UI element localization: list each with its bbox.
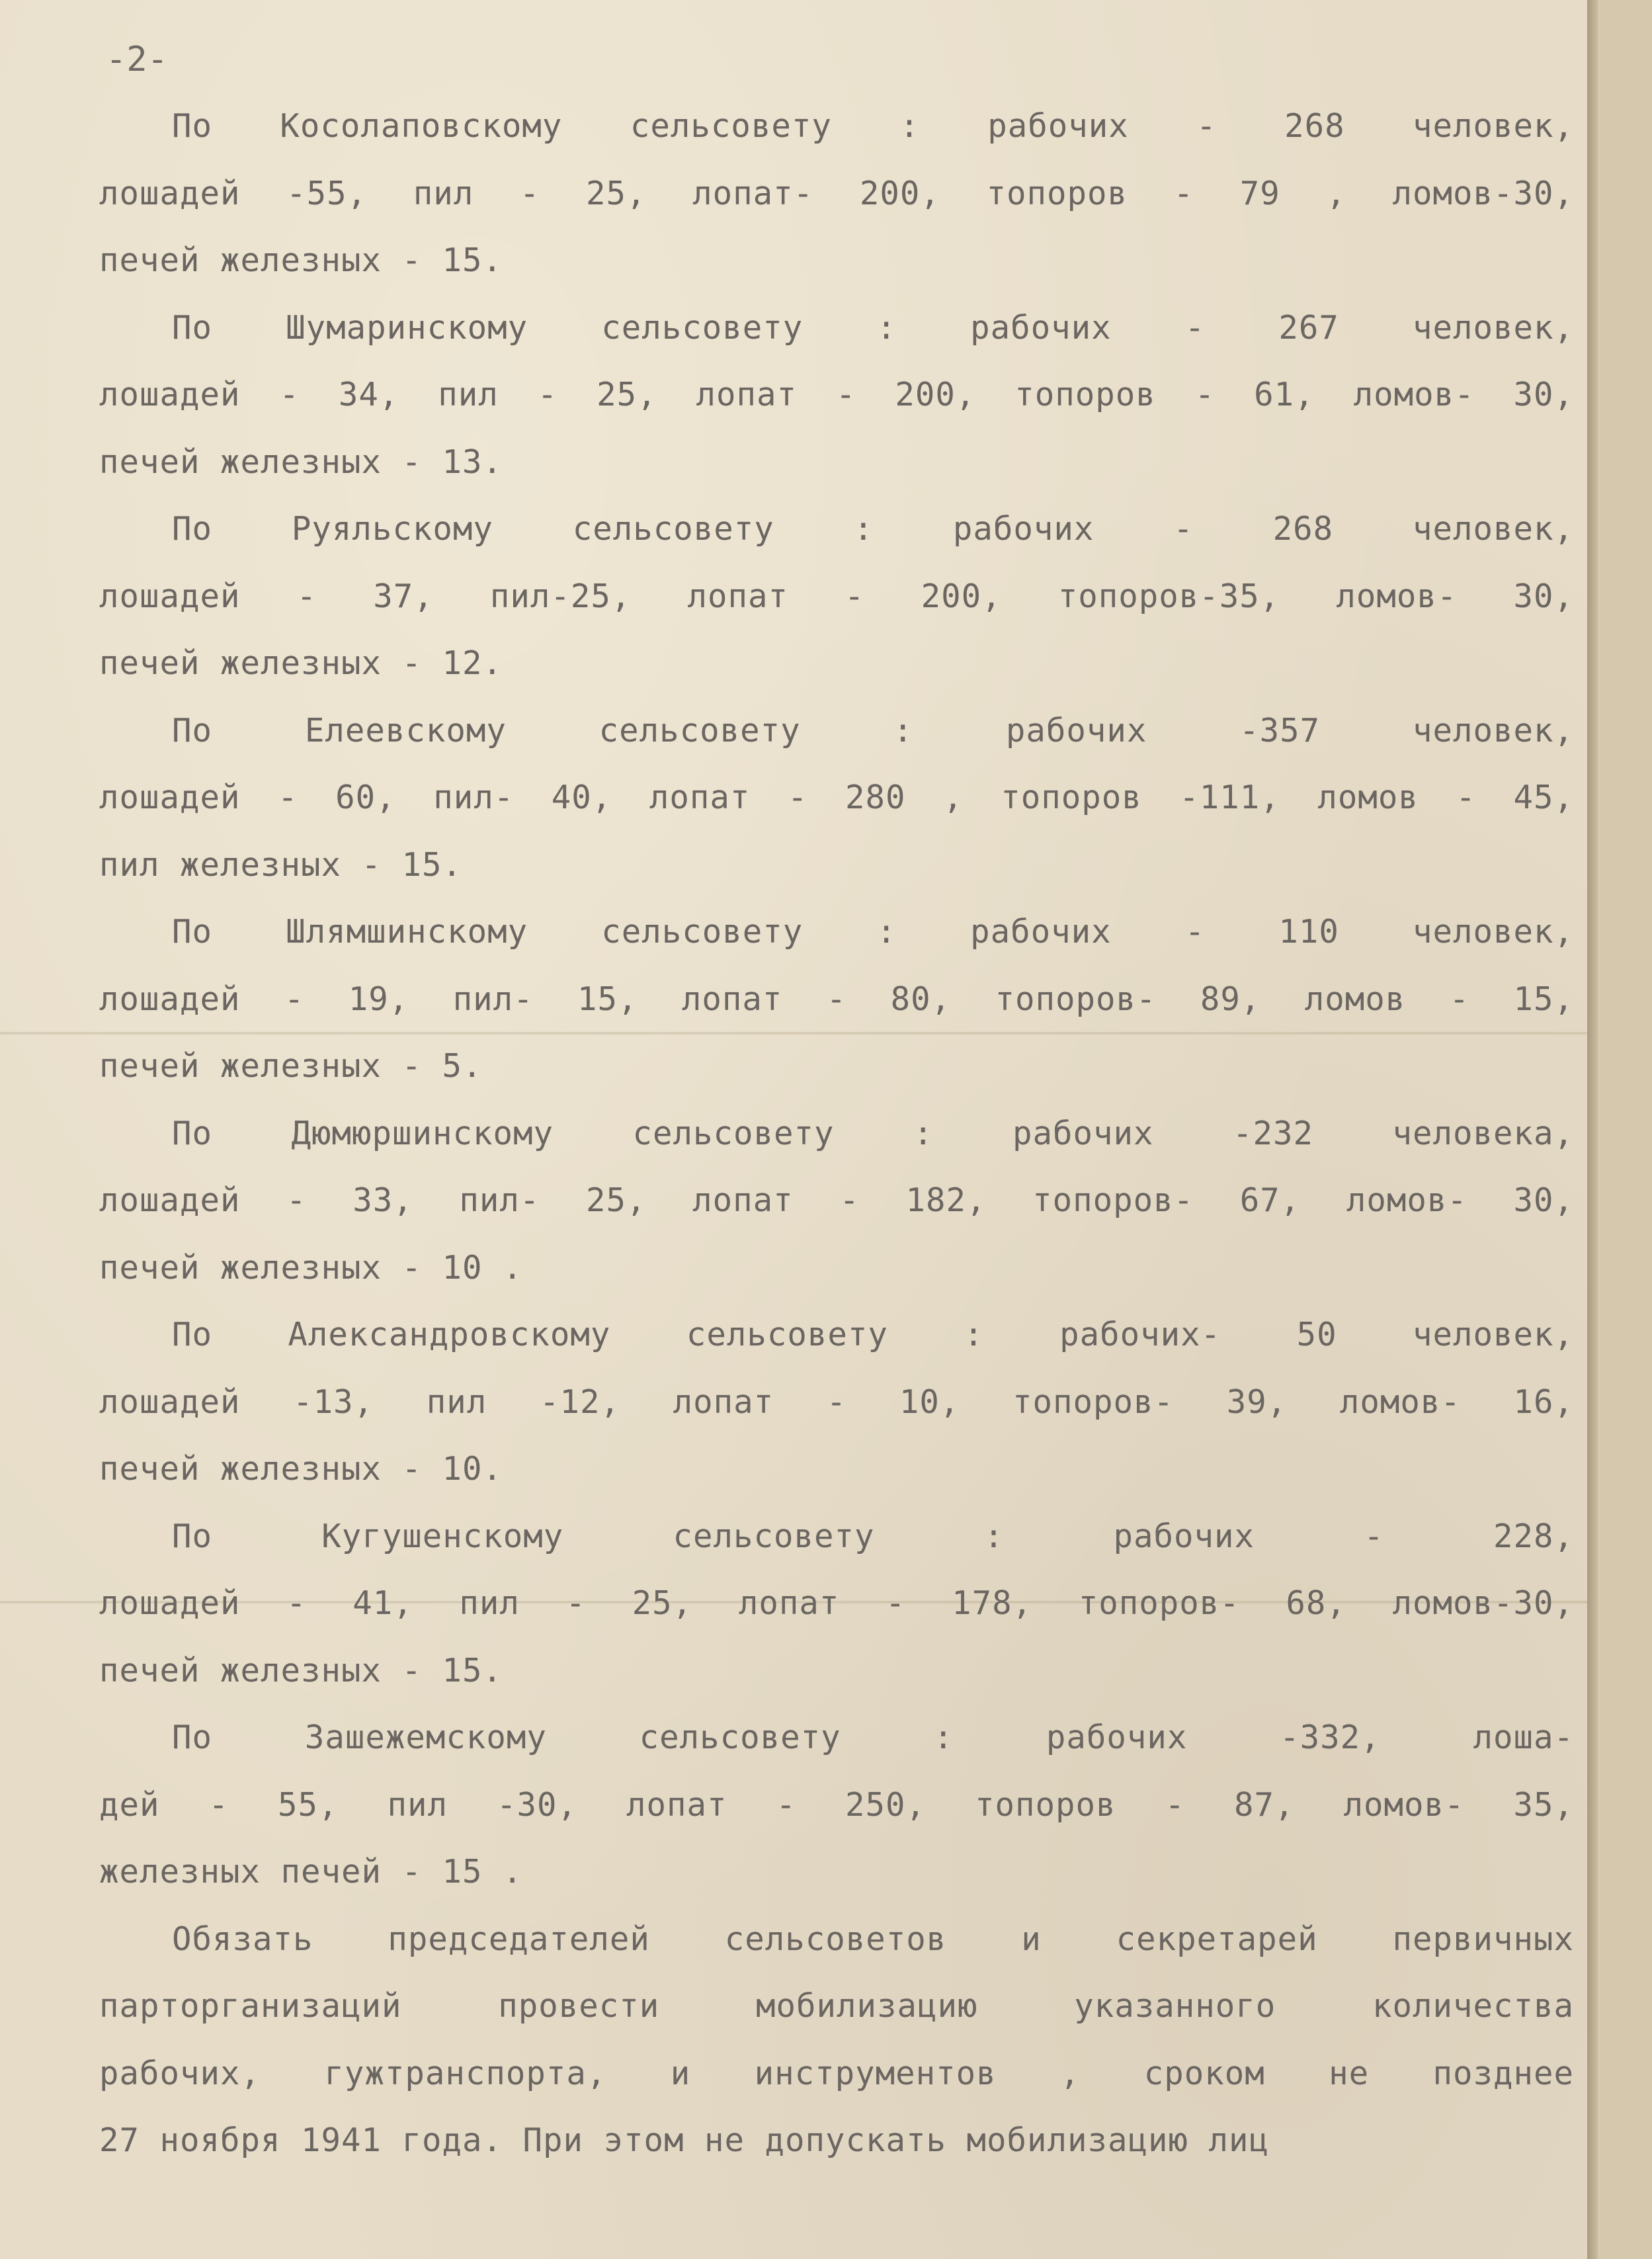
text-line: лошадей - 34, пил - 25, лопат - 200, топоров - 61, ломов- 30,	[99, 376, 1574, 413]
underlying-sheet	[1598, 0, 1652, 2259]
paragraph	[99, 1100, 1574, 1302]
text-line: По Руяльскому сельсовету : рабочих - 268 человек,	[172, 510, 1574, 548]
text-line: По Шумаринскому сельсовету : рабочих - 267 человек,	[172, 308, 1574, 347]
text-line: лошадей - 41, пил - 25, лопат - 178, топоров- 68, ломов-30,	[99, 1584, 1574, 1622]
text-line: печей железных - 13.	[99, 443, 503, 481]
text-line: По Косолаповскому сельсовету : рабочих - 268 человек,	[172, 107, 1574, 145]
paragraph	[99, 93, 1574, 294]
text-line: лошадей - 37, пил-25, лопат - 200, топоров-35, ломов- 30,	[99, 577, 1574, 615]
page-edge-shadow	[1587, 0, 1598, 2259]
paragraph	[99, 898, 1574, 1100]
text-line: парторганизаций провести мобилизацию указанного количества	[99, 1987, 1574, 2025]
document-body	[99, 93, 1574, 2174]
text-line: железных печей - 15 .	[99, 1853, 523, 1891]
text-line: По Кугушенскому сельсовету : рабочих - 228,	[172, 1517, 1574, 1555]
text-line: печей железных - 15.	[99, 241, 503, 279]
text-line: рабочих, гужтранспорта, и инструментов , сроком не позднее	[99, 2054, 1574, 2092]
text-line: печей железных - 15.	[99, 1651, 503, 1689]
text-line: печей железных - 12.	[99, 644, 503, 682]
text-line: дей - 55, пил -30, лопат - 250, топоров - 87, ломов- 35,	[99, 1785, 1574, 1824]
text-line: лошадей - 33, пил- 25, лопат - 182, топоров- 67, ломов- 30,	[99, 1181, 1574, 1219]
text-line: 27 ноября 1941 года. При этом не допускать мобилизацию лиц	[99, 2121, 1270, 2159]
paragraph	[99, 294, 1574, 496]
text-line: лошадей - 19, пил- 15, лопат - 80, топоров- 89, ломов - 15,	[99, 980, 1574, 1018]
text-line: Обязать председателей сельсоветов и секретарей первичных	[172, 1920, 1574, 1958]
text-line: лошадей -13, пил -12, лопат - 10, топоров- 39, ломов- 16,	[99, 1383, 1574, 1421]
paragraph	[99, 697, 1574, 899]
text-line: печей железных - 10 .	[99, 1248, 523, 1287]
text-line: По Александровскому сельсовету : рабочих- 50 человек,	[172, 1316, 1574, 1353]
text-line: По Елеевскому сельсовету : рабочих -357 человек,	[172, 711, 1574, 749]
paragraph	[99, 1503, 1574, 1705]
paragraph	[99, 1704, 1574, 1906]
text-line: По Шлямшинскому сельсовету : рабочих - 110 человек,	[172, 913, 1574, 951]
text-line: печей железных - 10.	[99, 1450, 503, 1488]
paragraph	[99, 495, 1574, 697]
text-line: лошадей - 60, пил- 40, лопат - 280 , топоров -111, ломов - 45,	[99, 779, 1574, 816]
paragraph	[99, 1906, 1574, 2174]
paragraph	[99, 1301, 1574, 1503]
text-line: По Дюмюршинскому сельсовету : рабочих -232 человека,	[172, 1114, 1574, 1152]
page-number: -2-	[106, 40, 168, 79]
text-line: По Зашежемскому сельсовету : рабочих -332, лоша-	[172, 1719, 1574, 1756]
text-line: пил железных - 15.	[99, 845, 463, 884]
text-line: лошадей -55, пил - 25, лопат- 200, топоров - 79 , ломов-30,	[99, 174, 1574, 212]
text-line: печей железных - 5.	[99, 1047, 483, 1085]
